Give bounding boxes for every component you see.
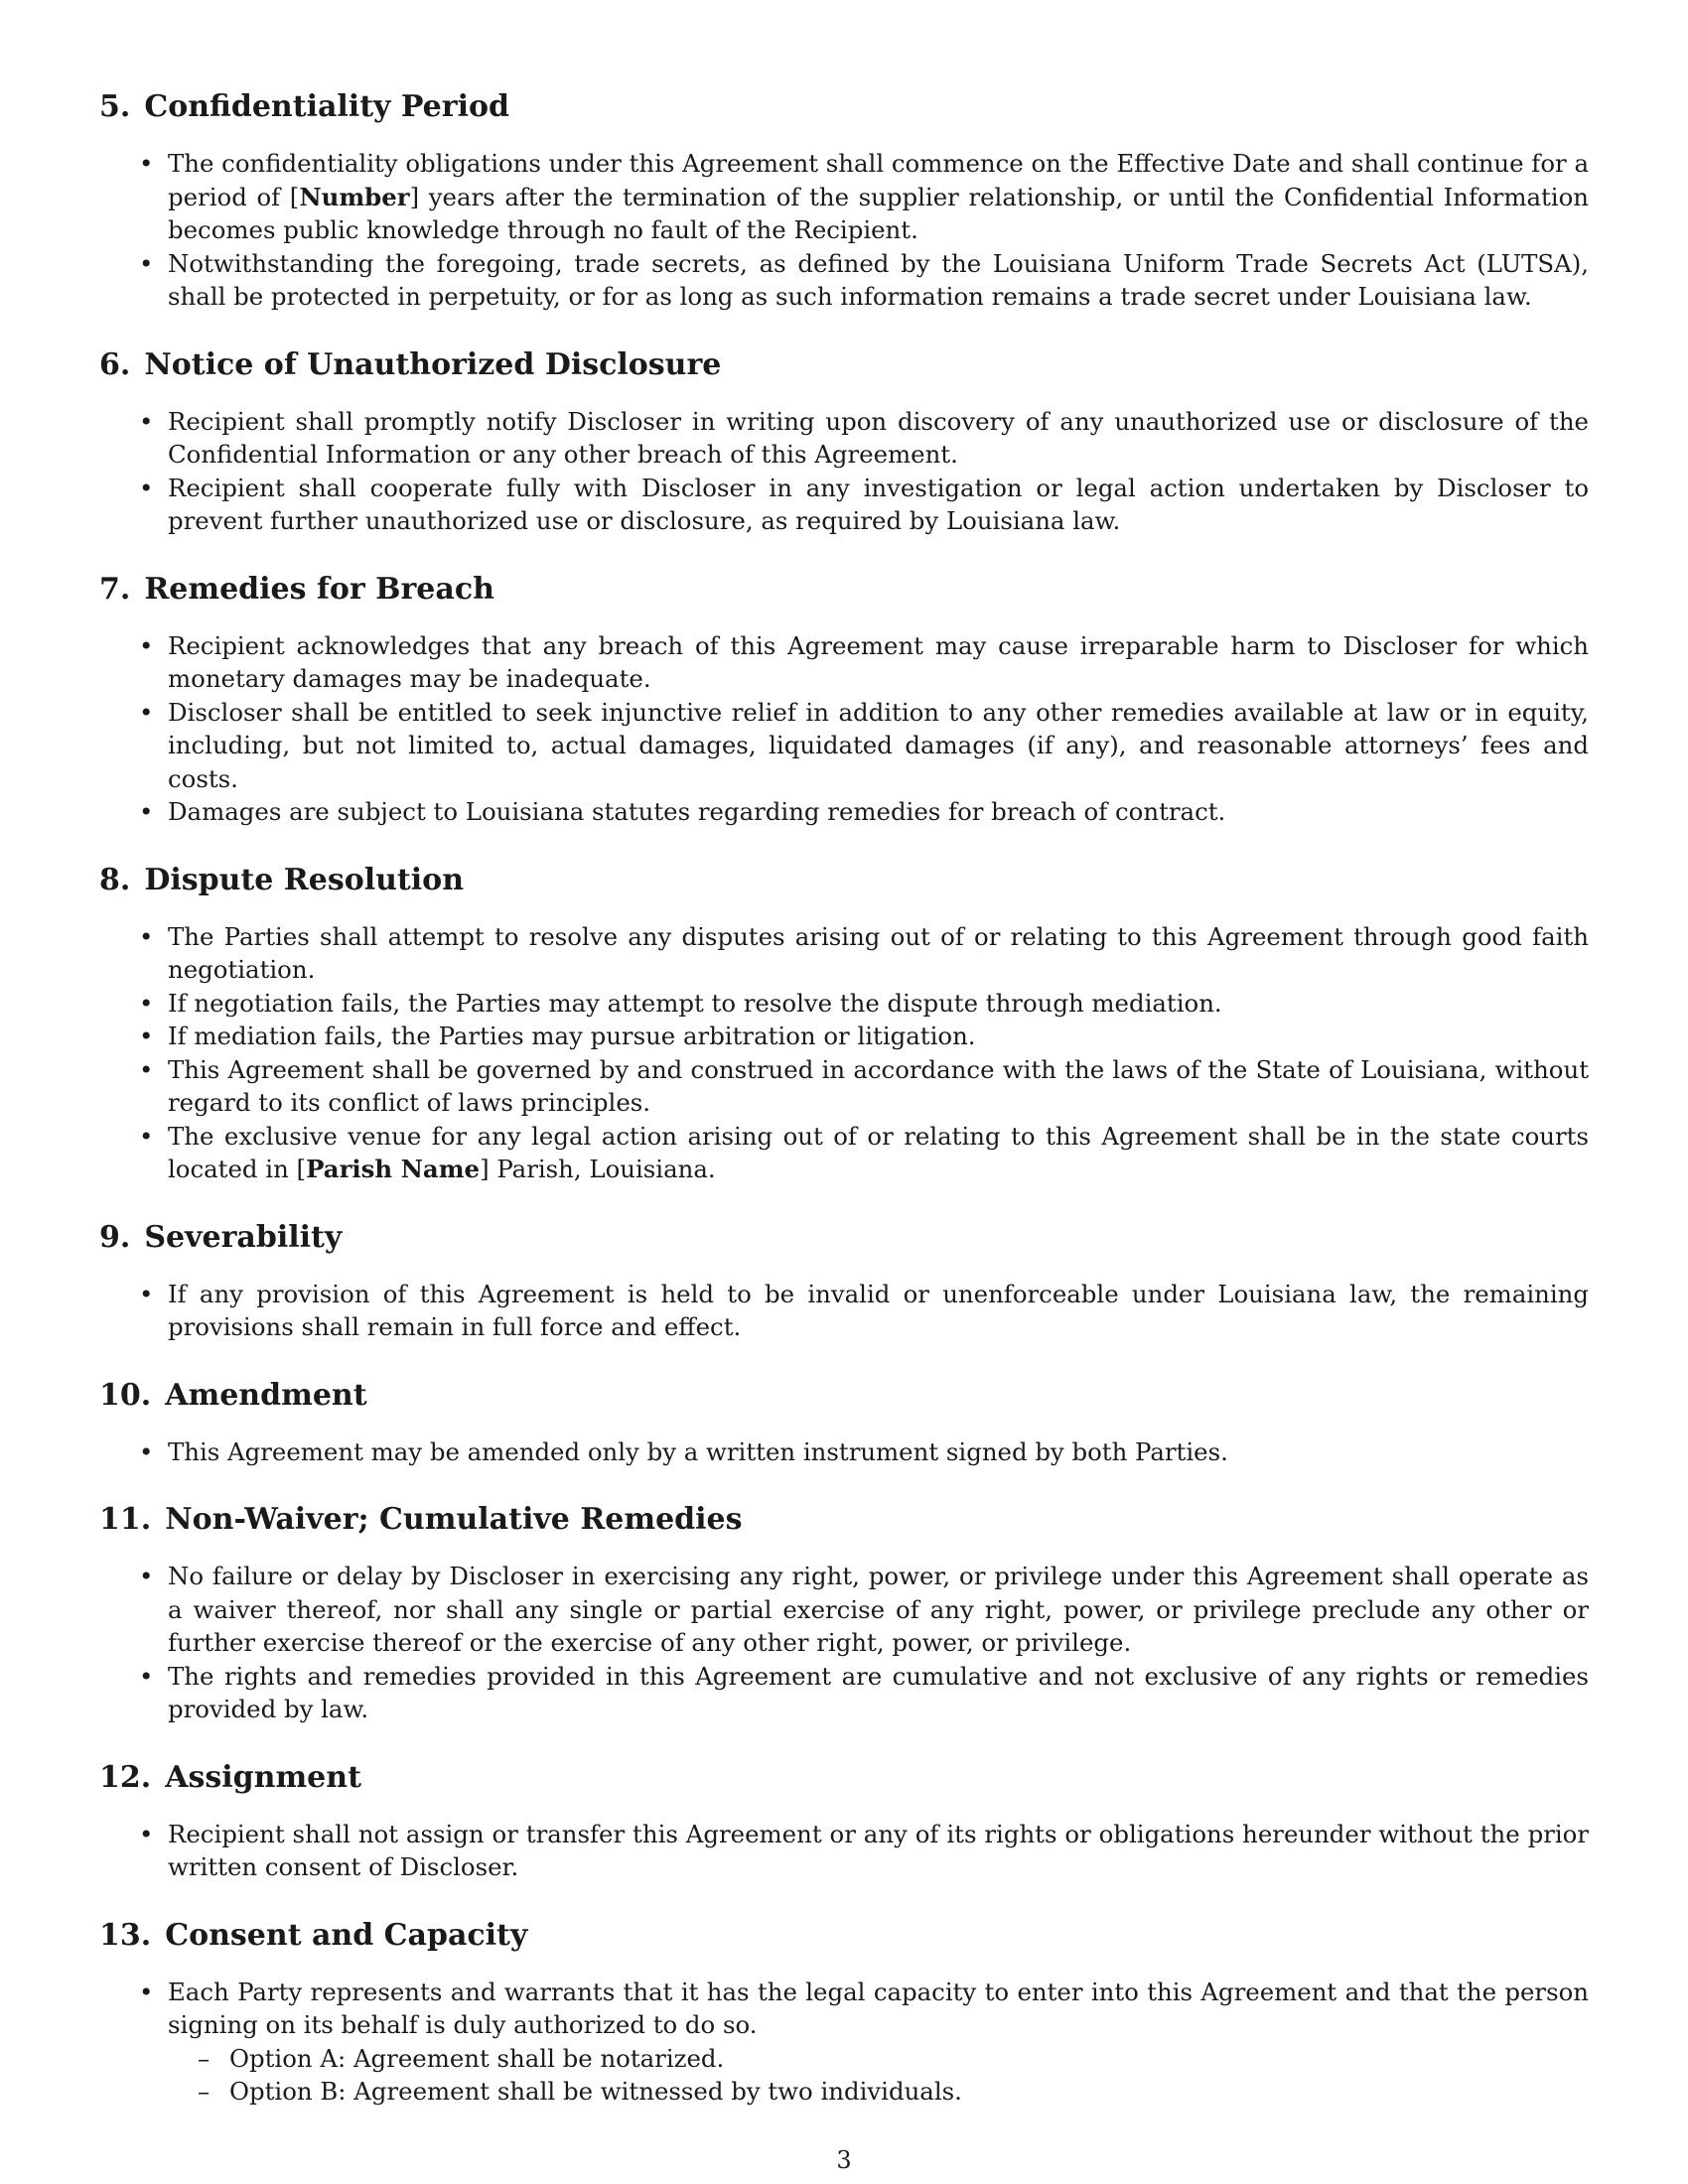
section-heading: 10. Amendment [99,1377,367,1413]
list-item: • If mediation fails, the Parties may pursue arbitration or litigation. [99,1020,1589,1053]
section-heading: 13. Consent and Capacity [99,1917,528,1953]
section-heading: 9. Severability [99,1219,343,1255]
list-item: • If any provision of this Agreement is held to be invalid or unenforceable under Louisiana law, the remaining provisions shall remain in full force and effect. [99,1278,1589,1344]
list-item: • The Parties shall attempt to resolve any disputes arising out of or relating to this Agreement through good faith negotiation. [99,920,1589,987]
list-item: • No failure or delay by Discloser in exercising any right, power, or privilege under this Agreement shall operate as a waiver thereof, nor shall any single or partial exercise of any right, power, or privilege preclude any other or further exercise thereof or the exercise of any other right, power, or privilege. [99,1560,1589,1660]
list-item: • The exclusive venue for any legal action arising out of or relating to this Agreement shall be in the state courts located in [Parish Name] Parish, Louisiana. [99,1120,1589,1186]
list-item: • Discloser shall be entitled to seek injunctive relief in addition to any other remedies available at law or in equity, including, but not limited to, actual damages, liquidated damages (if any), and reasonable attorneys’ fees and costs. [99,696,1589,796]
section-dispute-resolution [99,863,1589,1186]
list-item: • Damages are subject to Louisiana statutes regarding remedies for breach of contract. [99,795,1589,829]
list-item: • Recipient acknowledges that any breach of this Agreement may cause irreparable harm to Discloser for which monetary damages may be inadequate. [99,629,1589,696]
page-number: 3 [836,2146,852,2174]
section-severability [99,1220,1589,1344]
sub-list-item: – Option B: Agreement shall be witnessed by two individuals. [168,2075,1589,2109]
list-item: • This Agreement may be amended only by a written instrument signed by both Parties. [99,1435,1589,1469]
list-item: • Recipient shall promptly notify Discloser in writing upon discovery of any unauthorized use or disclosure of the Confidential Information or any other breach of this Agreement. [99,405,1589,472]
section-confidentiality-period [99,89,1589,314]
list-item: • Recipient shall not assign or transfer this Agreement or any of its rights or obligations hereunder without the prior written consent of Discloser. [99,1818,1589,1884]
section-assignment [99,1760,1589,1884]
section-consent-and-capacity [99,1918,1589,2109]
section-heading: 8. Dispute Resolution [99,862,465,897]
document-page [99,89,1589,2142]
list-item: • The rights and remedies provided in this Agreement are cumulative and not exclusive of any rights or remedies provided by law. [99,1660,1589,1726]
list-item: • Notwithstanding the foregoing, trade secrets, as defined by the Louisiana Uniform Trade Secrets Act (LUTSA), shall be protected in perpetuity, or for as long as such information remains a trade secret under Louisiana law. [99,247,1589,314]
section-remedies-for-breach [99,572,1589,829]
sub-list-item: – Option A: Agreement shall be notarized. [168,2042,1589,2076]
section-notice-unauthorized-disclosure [99,347,1589,538]
list-item: • The confidentiality obligations under this Agreement shall commence on the Effective Date and shall continue for a period of [Number] years after the termination of the supplier relationship, or until the Confidential Information becomes public knowledge through no fault of the Recipient. [99,147,1589,247]
section-non-waiver [99,1502,1589,1726]
list-item: • Each Party represents and warrants that it has the legal capacity to enter into this Agreement and that the person signing on its behalf is duly authorized to do so. – Option A: Agreement shall be notarized. – Option B: Agreement shall be witnessed by two individuals. [99,1976,1589,2109]
list-item: • Recipient shall cooperate fully with Discloser in any investigation or legal action undertaken by Discloser to prevent further unauthorized use or disclosure, as required by Louisiana law. [99,472,1589,538]
section-amendment [99,1378,1589,1469]
section-heading: 6. Notice of Unauthorized Disclosure [99,346,722,382]
section-heading: 11. Non-Waiver; Cumulative Remedies [99,1502,743,1537]
section-heading: 5. Confidentiality Period [99,89,509,124]
section-heading: 12. Assignment [99,1759,361,1795]
list-item: • This Agreement shall be governed by and construed in accordance with the laws of the State of Louisiana, without regard to its conflict of laws principles. [99,1053,1589,1120]
list-item: • If negotiation fails, the Parties may attempt to resolve the dispute through mediation. [99,987,1589,1021]
section-heading: 7. Remedies for Breach [99,571,494,607]
